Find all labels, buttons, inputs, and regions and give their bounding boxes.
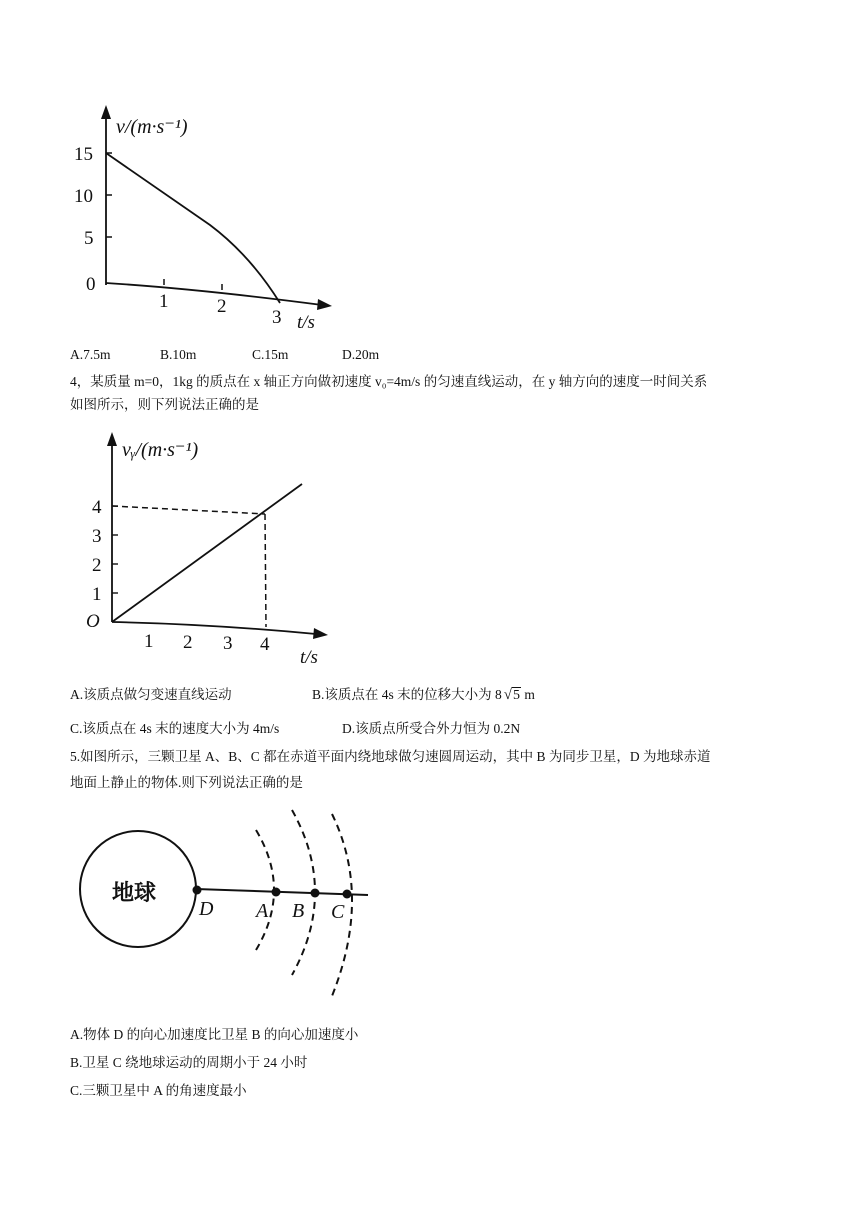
q4-option-b bbox=[312, 684, 535, 707]
q5-satellite-diagram bbox=[70, 800, 390, 1005]
q3-xtick-label: 3 bbox=[272, 307, 282, 328]
q4-option-c: C.该质点在 4s 末的速度大小为 4m/s bbox=[70, 721, 280, 736]
q4-option-d: D.该质点所受合外力恒为 0.2N bbox=[342, 721, 521, 736]
q3-option-a: A.7.5m bbox=[70, 347, 111, 362]
q4-x-axis-arrow bbox=[313, 628, 328, 639]
q5-stem-line1: 5.如图所示，三颗卫星 A、B、C 都在赤道平面内绕地球做匀速圆周运动，其中 B 为同步卫星，D 为地球赤道 bbox=[70, 749, 711, 764]
q4-ytick-label: 4 bbox=[92, 497, 102, 518]
q3-xtick-label: 2 bbox=[217, 296, 227, 317]
radial-line bbox=[196, 889, 368, 895]
q4-vy-time-graph bbox=[70, 420, 350, 675]
q4-xlabel: t/s bbox=[300, 647, 318, 668]
q4-y-axis-arrow bbox=[107, 432, 117, 446]
q3-velocity-time-graph bbox=[60, 95, 350, 340]
q3-ytick-label: 5 bbox=[84, 228, 94, 249]
q5-option-b: B.卫星 C 绕地球运动的周期小于 24 小时 bbox=[70, 1055, 308, 1070]
q3-xlabel: t/s bbox=[297, 312, 315, 333]
q4-ytick-label: 1 bbox=[92, 584, 102, 605]
q3-velocity-line bbox=[106, 153, 280, 303]
q4-vy-line bbox=[112, 484, 302, 622]
q4-xtick-label: 1 bbox=[144, 631, 154, 652]
q3-ytick-label: 10 bbox=[74, 186, 93, 207]
q3-x-axis bbox=[106, 283, 322, 305]
q4-stem-line2: 如图所示，则下列说法正确的是 bbox=[70, 397, 259, 412]
q4-xtick-label: 4 bbox=[260, 634, 270, 655]
q3-x-axis-arrow bbox=[317, 299, 332, 310]
q4-x-axis bbox=[112, 622, 316, 634]
q5-option-c: C.三颗卫星中 A 的角速度最小 bbox=[70, 1083, 247, 1098]
label-a: A bbox=[256, 900, 269, 922]
q4-dashed-vertical bbox=[265, 514, 266, 627]
q4-option-a: A.该质点做匀变速直线运动 bbox=[70, 687, 232, 702]
label-d: D bbox=[199, 898, 214, 920]
point-d bbox=[193, 886, 202, 895]
q4-stem-line1: 4，某质量 m=0，1kg 的质点在 x 轴正方向做初速度 v₀=4m/s 的匀速直线运动，在 y 轴方向的速度一时间关系 bbox=[70, 374, 708, 389]
q3-option-d: D.20m bbox=[342, 347, 380, 362]
q4-ytick-label: 2 bbox=[92, 555, 102, 576]
label-c: C bbox=[331, 901, 345, 923]
q3-xtick-label: 1 bbox=[159, 291, 169, 312]
earth-label: 地球 bbox=[112, 880, 157, 905]
sqrt-radical-icon: √ bbox=[503, 687, 512, 703]
q3-ylabel: v/(m·s⁻¹) bbox=[116, 116, 188, 138]
q3-option-b: B.10m bbox=[160, 347, 197, 362]
point-a bbox=[272, 888, 281, 897]
q4-xtick-label: 2 bbox=[183, 632, 193, 653]
point-b bbox=[311, 889, 320, 898]
q5-option-a: A.物体 D 的向心加速度比卫星 B 的向心加速度小 bbox=[70, 1027, 359, 1042]
q4-ytick-label: 3 bbox=[92, 526, 102, 547]
q3-y-axis-arrow bbox=[101, 105, 111, 119]
q4-option-b-radicand: 5 bbox=[513, 688, 520, 703]
q4-xtick-label: 3 bbox=[223, 633, 233, 654]
q5-stem-line2: 地面上静止的物体.则下列说法正确的是 bbox=[70, 775, 303, 790]
q4-ylabel: vᵧ/(m·s⁻¹) bbox=[122, 439, 199, 461]
orbit-a bbox=[256, 830, 274, 950]
q3-ytick-label: 0 bbox=[86, 274, 96, 295]
label-b: B bbox=[292, 900, 305, 922]
q3-ytick-label: 15 bbox=[74, 144, 93, 165]
q4-option-b-text: B.该质点在 4s 末的位移大小为 8 bbox=[312, 687, 502, 702]
q3-option-c: C.15m bbox=[252, 347, 289, 362]
q4-dashed-horizontal bbox=[112, 506, 265, 514]
q4-option-b-unit: m bbox=[524, 687, 535, 702]
q4-origin-label: O bbox=[86, 611, 100, 632]
point-c bbox=[343, 890, 352, 899]
